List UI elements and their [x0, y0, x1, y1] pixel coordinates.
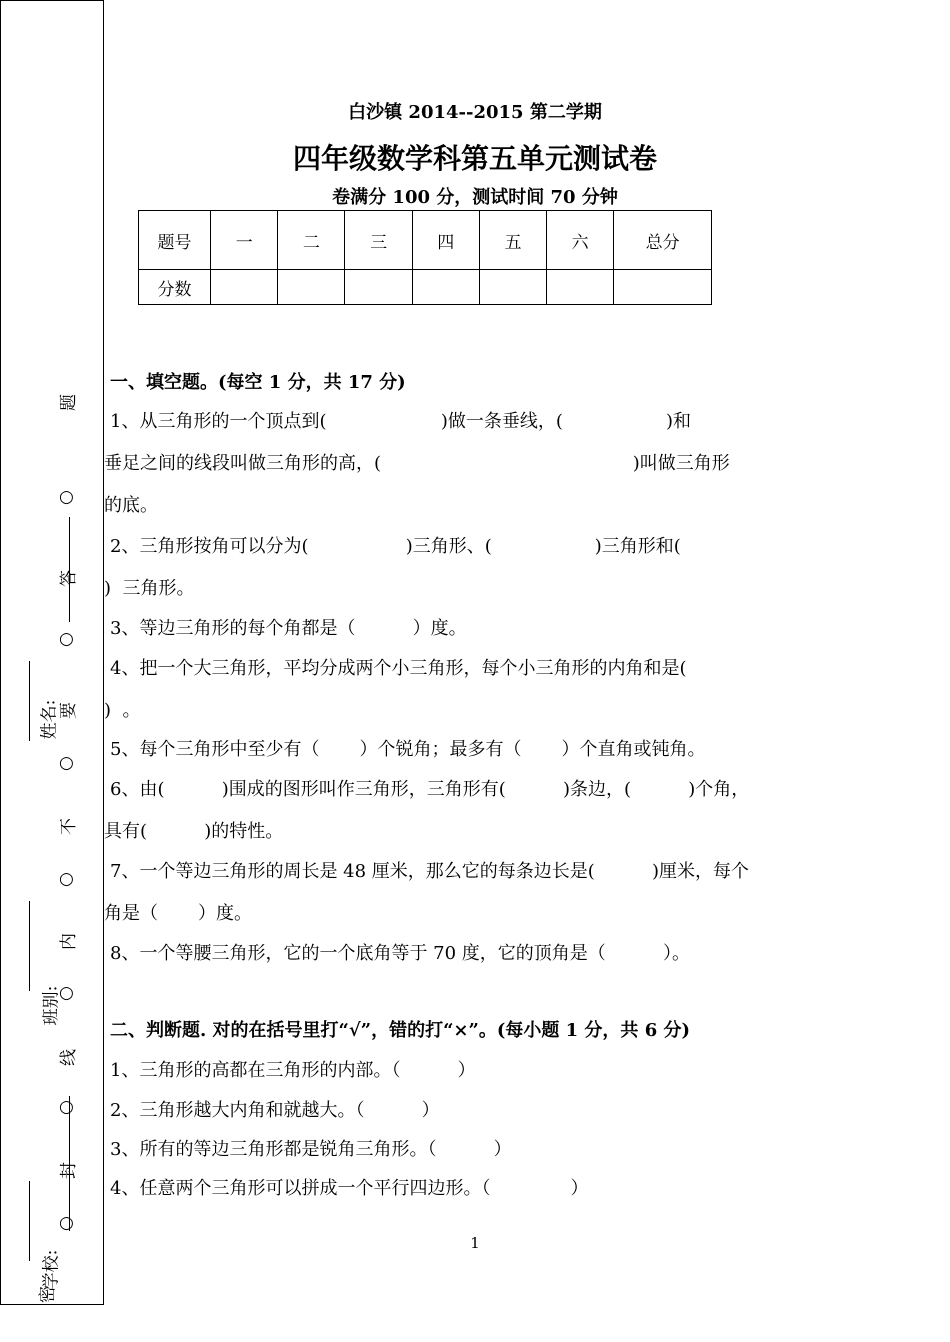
- class-label: 班别:: [41, 985, 62, 1026]
- score-cell[interactable]: [211, 270, 278, 305]
- exam-title: 四年级数学科第五单元测试卷: [292, 142, 657, 175]
- score-table-header: 三: [345, 211, 412, 270]
- seal-circle: ○: [59, 487, 74, 507]
- question-line: 5、每个三角形中至少有（ ）个锐角；最多有（ ）个直角或钝角。: [110, 739, 706, 760]
- question-line: ) 三角形。: [104, 578, 195, 599]
- score-table-header: 六: [547, 211, 614, 270]
- question-line: 角是（ ）度。: [104, 903, 253, 924]
- school-label: 学校:: [41, 1249, 62, 1290]
- question-line: 8、一个等腰三角形，它的一个底角等于 70 度，它的顶角是（ ）。: [110, 943, 691, 964]
- question-line: 垂足之间的线段叫做三角形的高，( )叫做三角形: [104, 453, 730, 474]
- score-cell[interactable]: [547, 270, 614, 305]
- question-line: ) 。: [104, 700, 141, 721]
- question-line: 4、把一个大三角形，平均分成两个小三角形，每个小三角形的内角和是(: [110, 658, 687, 679]
- section1-title: 一、填空题。(每空 1 分，共 17 分): [110, 372, 406, 393]
- score-table-header: 题号: [139, 211, 211, 270]
- seal-circle: ○: [59, 753, 74, 773]
- score-row-label: 分数: [139, 270, 211, 305]
- score-table-header: 五: [479, 211, 546, 270]
- score-table-row: [139, 270, 712, 305]
- question-line: 6、由( )围成的图形叫作三角形，三角形有( )条边，( )个角，: [110, 779, 750, 800]
- seal-circle: ○: [59, 983, 74, 1003]
- seal-char-xian: 线: [59, 1049, 79, 1066]
- seal-char-ti: 题: [59, 394, 79, 411]
- name-label: 姓名:: [39, 699, 60, 740]
- seal-circle: ○: [59, 1213, 74, 1233]
- score-cell[interactable]: [412, 270, 479, 305]
- question-line: 3、所有的等边三角形都是锐角三角形。（ ）: [110, 1139, 512, 1160]
- question-line: 4、任意两个三角形可以拼成一个平行四边形。（ ）: [110, 1178, 589, 1199]
- question-line: 1、三角形的高都在三角形的内部。（ ）: [110, 1060, 476, 1081]
- score-table-header: 总分: [614, 211, 712, 270]
- score-table-header-row: [139, 211, 712, 270]
- score-table: [138, 210, 712, 305]
- seal-char-nei: 内: [59, 933, 79, 950]
- seal-char-da: 答: [59, 570, 79, 587]
- score-cell[interactable]: [345, 270, 412, 305]
- seal-circle: ○: [59, 869, 74, 889]
- seal-char-bu: 不: [59, 818, 79, 835]
- name-underline: [29, 661, 30, 741]
- score-table-header: 二: [278, 211, 345, 270]
- question-line: 的底。: [104, 495, 158, 516]
- score-cell[interactable]: [278, 270, 345, 305]
- score-table-header: 一: [211, 211, 278, 270]
- seal-char-feng: 封: [59, 1162, 79, 1179]
- seal-char-mi: 密: [38, 1286, 58, 1303]
- section2-title: 二、判断题. 对的在括号里打“√”，错的打“×”。(每小题 1 分，共 6 分): [110, 1020, 691, 1041]
- exam-info: 卷满分 100 分，测试时间 70 分钟: [332, 187, 618, 208]
- score-cell[interactable]: [614, 270, 712, 305]
- question-line: 3、等边三角形的每个角都是（ ）度。: [110, 618, 467, 639]
- question-line: 2、三角形按角可以分为( )三角形、( )三角形和(: [110, 536, 681, 557]
- score-table-header: 四: [412, 211, 479, 270]
- question-line: 2、三角形越大内角和就越大。（ ）: [110, 1100, 440, 1121]
- school-term: 白沙镇 2014--2015 第二学期: [348, 102, 602, 123]
- question-line: 1、从三角形的一个顶点到( )做一条垂线，( )和: [110, 411, 691, 432]
- seal-char-yao: 要: [59, 702, 79, 719]
- page-number: 1: [470, 1234, 480, 1252]
- seal-circle: ○: [59, 629, 74, 649]
- question-line: 7、一个等边三角形的周长是 48 厘米，那么它的每条边长是( )厘米，每个: [110, 861, 750, 882]
- class-underline: [29, 901, 30, 991]
- question-line: 具有( )的特性。: [104, 821, 284, 842]
- seal-circle: ○: [59, 1097, 74, 1117]
- score-cell[interactable]: [479, 270, 546, 305]
